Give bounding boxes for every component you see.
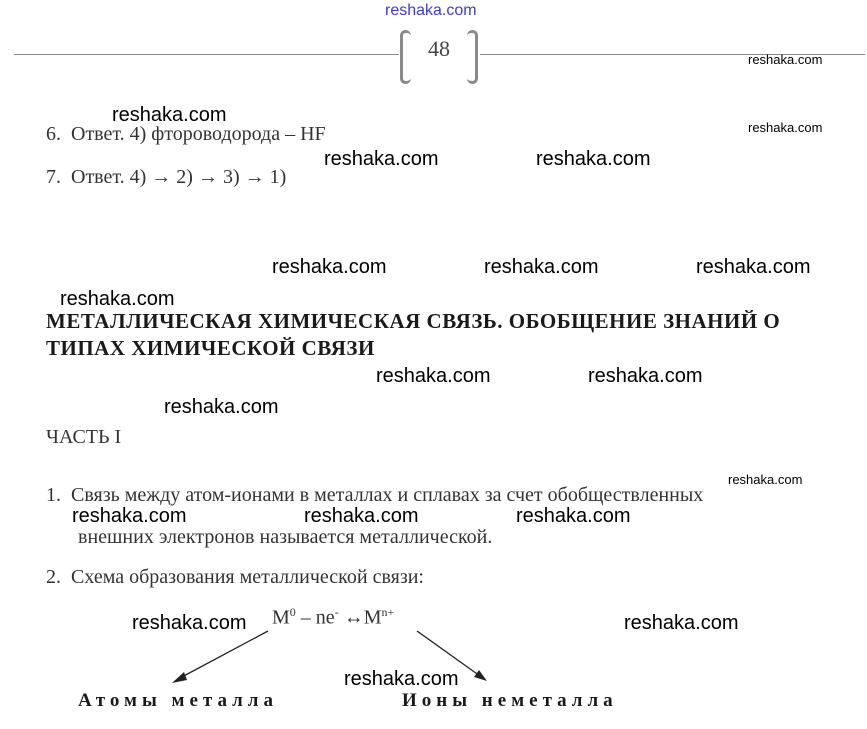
formula-middle: – ne: [295, 606, 335, 629]
watermark: reshaka.com: [376, 365, 491, 387]
item-1-num: 1.: [46, 484, 61, 506]
part-label: ЧАСТЬ I: [46, 426, 122, 448]
watermark: reshaka.com: [696, 256, 811, 278]
watermark: reshaka.com: [72, 505, 187, 527]
watermark: reshaka.com: [344, 668, 459, 690]
label-atoms: Атомы металла: [78, 690, 278, 711]
site-watermark-top: reshaka.com: [385, 2, 477, 19]
watermark: reshaka.com: [324, 148, 439, 170]
item-1-line2: внешних электронов называется металлической.: [78, 526, 493, 548]
watermark: reshaka.com: [272, 256, 387, 278]
page-number: 48: [428, 36, 450, 61]
formula-sup-0: 0: [289, 605, 296, 619]
watermark: reshaka.com: [304, 505, 419, 527]
watermark: reshaka.com: [748, 52, 823, 67]
watermark: reshaka.com: [748, 120, 823, 135]
watermark: reshaka.com: [132, 612, 247, 634]
section-title-line1: МЕТАЛЛИЧЕСКАЯ ХИМИЧЕСКАЯ СВЯЗЬ. ОБОБЩЕНИЕ ЗНАНИЙ О: [46, 309, 781, 333]
answer-7-num: 7.: [46, 166, 61, 188]
watermark: reshaka.com: [728, 472, 803, 487]
formula-m: M: [272, 606, 290, 629]
watermark: reshaka.com: [516, 505, 631, 527]
watermark: reshaka.com: [60, 288, 175, 310]
arrow-left-head: [172, 672, 187, 683]
formula-sup-n: n+: [381, 605, 395, 619]
answer-6-text: Ответ. 4) фтороводорода – HF: [71, 123, 326, 145]
watermark: reshaka.com: [624, 612, 739, 634]
formula-sup-minus: -: [334, 605, 339, 619]
watermark: reshaka.com: [484, 256, 599, 278]
item-2-line1: Схема образования металлической связи:: [71, 566, 424, 588]
answer-7-text: Ответ. 4) → 2) → 3) → 1): [71, 166, 287, 188]
formula-arrow: ↔M: [338, 606, 382, 629]
answer-6-num: 6.: [46, 123, 61, 145]
item-1-line1: Связь между атом-ионами в металлах и сплавах за счет обобществленных: [71, 484, 704, 506]
arrow-right-head: [474, 670, 487, 681]
watermark: reshaka.com: [588, 365, 703, 387]
watermark: reshaka.com: [536, 148, 651, 170]
watermark: reshaka.com: [112, 104, 227, 126]
section-title-line2: ТИПАХ ХИМИЧЕСКОЙ СВЯЗИ: [46, 336, 375, 360]
item-2-num: 2.: [46, 566, 61, 588]
label-ions: Ионы неметалла: [402, 690, 618, 711]
arrow-left-line: [180, 631, 268, 678]
watermark: reshaka.com: [164, 396, 279, 418]
